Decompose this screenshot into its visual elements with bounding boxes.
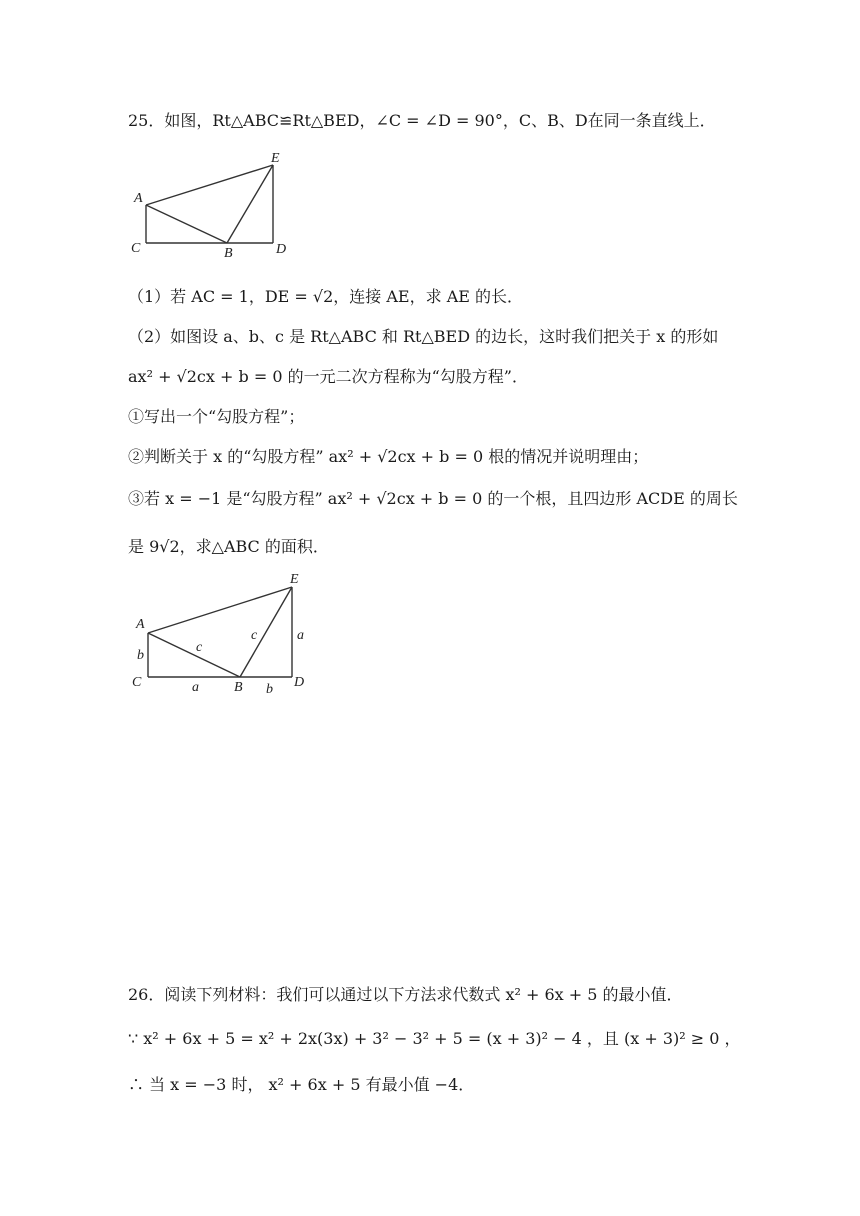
fig2-label-b-bottom: b — [266, 682, 273, 697]
figure-2 — [128, 565, 318, 700]
q25-sub1: ①写出一个“勾股方程”； — [128, 407, 305, 426]
q25-part2-line2: ax² + √2cx + b = 0 的一元二次方程称为“勾股方程”． — [128, 367, 528, 386]
fig2-label-a-right: a — [297, 628, 304, 643]
q25-sub3-line2: 是 9√2，求△ABC 的面积． — [128, 537, 329, 556]
q25-sub2: ②判断关于 x 的“勾股方程” ax² + √2cx + b = 0 根的情况并说明理由； — [128, 447, 649, 466]
q26-step2: ∴ 当 x = −3 时， x² + 6x + 5 有最小值 −4． — [128, 1075, 475, 1094]
fig2-label-A: A — [136, 617, 145, 632]
fig2-label-c-be: c — [251, 628, 258, 643]
fig2-label-b-left: b — [137, 648, 144, 663]
fig2-label-D: D — [294, 675, 305, 690]
fig2-label-B: B — [234, 680, 243, 695]
fig1-label-A: A — [134, 191, 143, 206]
fig2-label-a-bottom: a — [192, 680, 199, 695]
q25-part2-line1: （2）如图设 a、b、c 是 Rt△ABC 和 Rt△BED 的边长，这时我们把关于 x 的形如 — [128, 327, 719, 346]
q26-header: 26．阅读下列材料：我们可以通过以下方法求代数式 x² + 6x + 5 的最小值． — [128, 985, 683, 1004]
fig1-label-D: D — [276, 242, 287, 257]
fig2-label-c-ab: c — [196, 640, 203, 655]
fig1-label-E: E — [271, 151, 280, 166]
figure-1 — [128, 145, 298, 263]
q25-sub3-line1: ③若 x = −1 是“勾股方程” ax² + √2cx + b = 0 的一个根，且四边形 ACDE 的周长 — [128, 489, 738, 508]
q25-part1: （1）若 AC = 1，DE = √2，连接 AE，求 AE 的长． — [128, 287, 524, 306]
fig2-label-C: C — [132, 675, 142, 690]
fig1-label-B: B — [224, 246, 233, 261]
fig2-label-E: E — [290, 572, 299, 587]
q26-step1: ∵ x² + 6x + 5 = x² + 2x(3x) + 3² − 3² + 5 = (x + 3)² − 4 ，且 (x + 3)² ≥ 0 ， — [128, 1029, 741, 1048]
q25-header: 25．如图，Rt△ABC≌Rt△BED，∠C = ∠D = 90°，C、B、D在同一条直线上． — [128, 111, 716, 130]
fig1-label-C: C — [131, 241, 141, 256]
